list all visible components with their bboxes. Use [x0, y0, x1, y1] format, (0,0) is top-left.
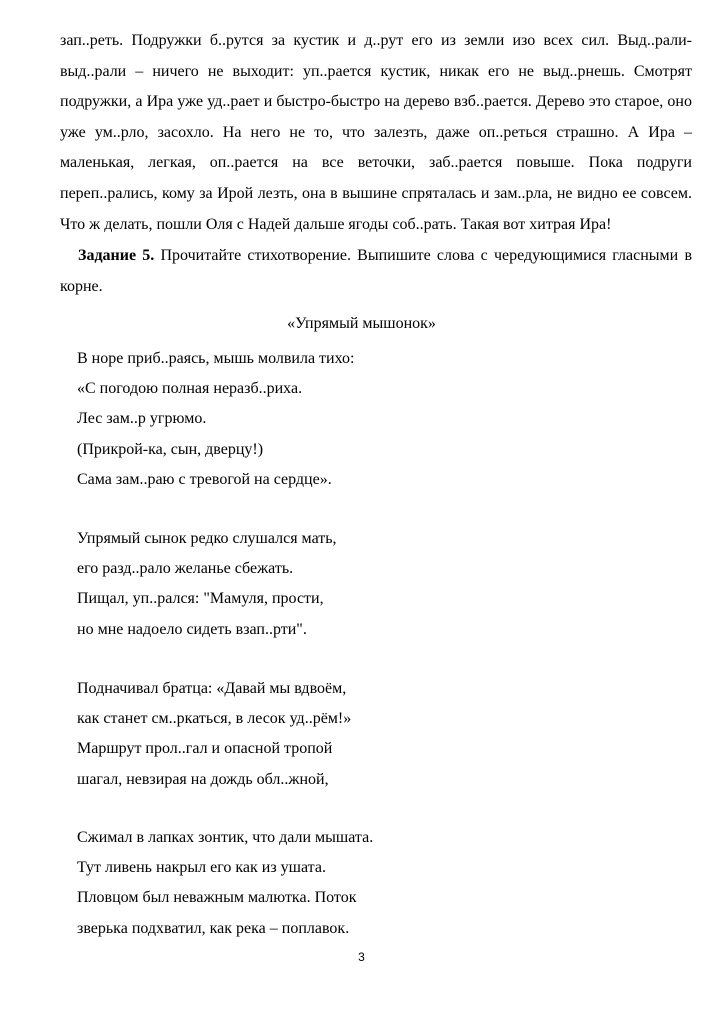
- poem-stanza-3: [77, 674, 677, 795]
- poem-stanza-1: [77, 344, 677, 495]
- poem-line: Лес зам..р угрюмо.: [77, 410, 207, 428]
- poem-line: В норе приб..раясь, мышь молвила тихо:: [77, 350, 355, 367]
- poem-line: Упрямый сынок редко слушался мать,: [77, 530, 337, 547]
- task-label: Задание 5.: [78, 247, 155, 264]
- poem-stanza-2: [77, 524, 677, 645]
- poem-line: зверька подхватил, как река – поплавок.: [77, 919, 350, 937]
- poem-line: но мне надоело сидеть взап..рти".: [77, 620, 307, 638]
- poem-line: Пловцом был неважным малютка. Поток: [77, 889, 357, 907]
- poem-line: Подначивал братца: «Давай мы вдвоём,: [77, 680, 347, 697]
- poem-stanza-4: [77, 823, 677, 944]
- page-number: 3: [358, 950, 365, 964]
- story-paragraph: зап..реть. Подружки б..рутся за кустик и д..рут его из земли изо всех сил. Выд..рали-выд..рали – ничего не выходит: уп..рается кустик, никак его не выд..рнешь. Смотрят подружки, а Ира уже уд..рает и быстро-быстро на дерево взб..рается. Дерево это старое, оно уже ум..рло, засохло. На него не то, что залезть, даже оп..реться страшно. А Ира – маленькая, легкая, оп..рается на все веточки, заб..рается повыше. Пока подруги переп..рались, кому за Ирой лезть, она в вышине спряталась и зам..рла, не видно ее совсем. Что ж делать, пошли Оля с Надей дальше ягоды соб..рать. Такая вот хитрая Ира!: [60, 32, 692, 233]
- poem-title: «Упрямый мышонок»: [287, 315, 436, 332]
- poem-line: его разд..рало желанье сбежать.: [77, 560, 294, 578]
- poem-line: как станет см..ркаться, в лесок уд..рём!»: [77, 710, 352, 728]
- poem-line: (Прикрой-ка, сын, дверцу!): [77, 440, 264, 458]
- poem-line: Тут ливень накрыл его как из ушата.: [77, 859, 326, 877]
- poem-line: Маршрут прол..гал и опасной тропой: [77, 740, 333, 758]
- poem-line: «С погодою полная неразб..риха.: [77, 380, 303, 398]
- poem-line: Пищал, уп..рался: "Мамуля, прости,: [77, 590, 324, 608]
- poem-line: Сама зам..раю с тревогой на сердце».: [77, 470, 332, 488]
- task-text: Прочитайте стихотворение. Выпишите слова с чередующимися гласными в корне.: [60, 247, 693, 295]
- poem-line: Сжимал в лапках зонтик, что дали мышата.: [77, 829, 374, 846]
- task-5: [60, 241, 692, 302]
- poem-line: шагал, невзирая на дождь обл..жной,: [77, 770, 329, 788]
